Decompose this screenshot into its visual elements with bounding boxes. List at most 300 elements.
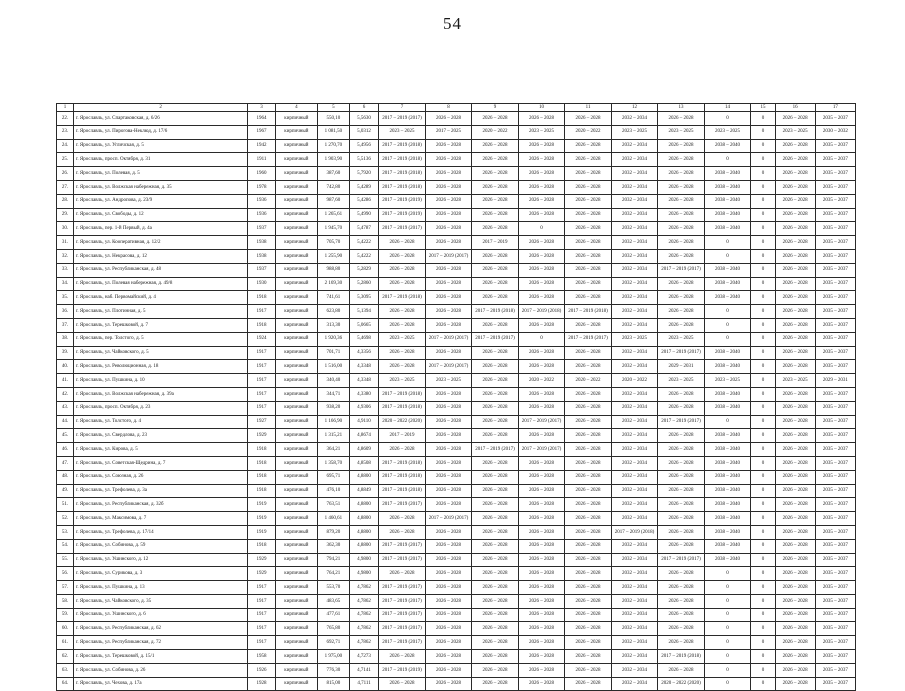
table-cell: 0 [751,608,775,622]
table-cell: 1917 [248,387,275,401]
table-cell: 0 [704,581,751,595]
table-cell: 2026 – 2028 [775,332,815,346]
table-cell: 2023 – 2025 [658,332,705,346]
table-cell: 0 [704,305,751,319]
table-cell: 2026 – 2028 [518,249,565,263]
table-row [57,415,856,429]
table-row [57,291,856,305]
table-cell: 2026 – 2028 [472,663,519,677]
column-number: 2 [73,104,247,112]
address-cell: г. Ярославль, ул. Чехова, д. 17а [73,677,247,691]
table-cell: 5,0665 [349,318,379,332]
address-cell: г. Ярославль, просп. Октября, д. 31 [73,153,247,167]
table-cell: 33. [57,263,74,277]
table-cell: кирпичный [275,622,317,636]
table-cell: 2035 – 2037 [815,429,855,443]
table-cell: 2029 – 2031 [658,360,705,374]
table-cell: кирпичный [275,277,317,291]
table-cell: 2026 – 2028 [658,222,705,236]
table-cell: 4,3348 [349,360,379,374]
table-cell: 2017 – 2019 (2017) [379,498,426,512]
table-cell: 2026 – 2028 [472,167,519,181]
table-cell: кирпичный [275,208,317,222]
table-cell: 0 [751,346,775,360]
table-cell: 2017 – 2019 (2017) [658,263,705,277]
table-cell: 2035 – 2037 [815,277,855,291]
address-cell: г. Ярославль, ул. Чайковского, д. 35 [73,594,247,608]
address-cell: г. Ярославль, ул. Союзная, д. 26 [73,470,247,484]
table-cell: 2017 – 2019 (2017) [379,608,426,622]
table-cell: 2032 – 2034 [611,167,658,181]
table-cell: 2035 – 2037 [815,677,855,691]
table-cell: 701,71 [318,346,350,360]
table-row [57,470,856,484]
table-cell: 2026 – 2028 [518,636,565,650]
table-cell: 2026 – 2028 [518,512,565,526]
table-cell: 2026 – 2028 [565,277,612,291]
table-cell: 2026 – 2028 [518,484,565,498]
table-row [57,525,856,539]
table-cell: 2038 – 2040 [704,429,751,443]
table-cell: 2035 – 2037 [815,194,855,208]
table-cell: 2026 – 2028 [658,318,705,332]
table-cell: 2035 – 2037 [815,263,855,277]
address-cell: г. Ярославль, ул. Чайковского, д. 5 [73,346,247,360]
table-cell: кирпичный [275,194,317,208]
column-number: 7 [379,104,426,112]
table-cell: 1938 [248,249,275,263]
table-cell: 2026 – 2028 [472,318,519,332]
table-cell: 2026 – 2028 [775,153,815,167]
table-cell: 0 [704,415,751,429]
table-cell: 5,1394 [349,305,379,319]
table-cell: 2026 – 2028 [425,622,472,636]
table-cell: 54. [57,539,74,553]
table-row [57,125,856,139]
table-cell: 1917 [248,346,275,360]
table-cell: 2026 – 2028 [425,663,472,677]
table-cell: 2026 – 2028 [775,567,815,581]
table-cell: 60. [57,622,74,636]
table-cell: 2017 – 2019 (2017) [658,415,705,429]
table-cell: 0 [751,581,775,595]
table-cell: 2026 – 2028 [658,387,705,401]
table-cell: 44. [57,415,74,429]
table-cell: 2026 – 2028 [775,429,815,443]
table-cell: 2032 – 2034 [611,443,658,457]
table-cell: 2026 – 2028 [565,484,612,498]
column-number-row [57,104,856,112]
table-cell: 2032 – 2034 [611,180,658,194]
table-cell: 2026 – 2028 [565,539,612,553]
table-cell: 2026 – 2028 [775,512,815,526]
table-cell: кирпичный [275,332,317,346]
table-cell: 2038 – 2040 [704,484,751,498]
table-row [57,112,856,126]
table-cell: 1 920,36 [318,332,350,346]
table-cell: 2026 – 2028 [425,305,472,319]
table-cell: 2026 – 2028 [425,567,472,581]
address-cell: г. Ярославль, ул. Собинова, д. 59 [73,539,247,553]
table-cell: 2026 – 2028 [565,581,612,595]
table-cell: 4,7862 [349,581,379,595]
table-cell: кирпичный [275,167,317,181]
table-cell: 2026 – 2028 [775,581,815,595]
table-cell: 2020 – 2022 [518,374,565,388]
table-cell: 55. [57,553,74,567]
table-cell: 2026 – 2028 [658,581,705,595]
table-cell: кирпичный [275,125,317,139]
table-cell: 1960 [248,167,275,181]
table-cell: 2032 – 2034 [611,498,658,512]
table-cell: 35. [57,291,74,305]
table-cell: 0 [751,553,775,567]
address-cell: г. Ярославль, просп. Октября, д. 23 [73,401,247,415]
table-cell: 2026 – 2028 [472,360,519,374]
table-cell: 2026 – 2028 [472,249,519,263]
table-cell: 2026 – 2028 [472,277,519,291]
table-cell: 2026 – 2028 [565,346,612,360]
address-cell: г. Ярославль, ул. Пушкина, д. 10 [73,374,247,388]
table-cell: 0 [751,249,775,263]
table-cell: 2038 – 2040 [704,525,751,539]
table-cell: 52. [57,512,74,526]
table-cell: 2026 – 2028 [379,443,426,457]
table-cell: 2017 – 2019 (2018) [379,139,426,153]
table-cell: 4,3348 [349,374,379,388]
table-cell: 2023 – 2025 [775,125,815,139]
table-cell: 2035 – 2037 [815,139,855,153]
table-cell: 2026 – 2028 [379,346,426,360]
table-cell: 2026 – 2028 [472,415,519,429]
table-cell: 0 [751,401,775,415]
table-row [57,622,856,636]
table-cell: кирпичный [275,374,317,388]
table-cell: 2026 – 2028 [658,594,705,608]
table-cell: 0 [751,125,775,139]
table-cell: кирпичный [275,663,317,677]
capital-repair-table [56,103,856,691]
table-cell: кирпичный [275,180,317,194]
table-cell: 0 [751,650,775,664]
address-cell: г. Ярославль, ул. Угличская, д. 5 [73,139,247,153]
table-cell: 2035 – 2037 [815,415,855,429]
table-cell: 879,20 [318,525,350,539]
table-cell: 1929 [248,567,275,581]
table-cell: 1 081,50 [318,125,350,139]
table-cell: 2026 – 2028 [658,636,705,650]
table-cell: 763,51 [318,498,350,512]
table-cell: 2026 – 2028 [775,346,815,360]
table-cell: 0 [751,277,775,291]
table-cell: кирпичный [275,222,317,236]
table-cell: 2026 – 2028 [472,401,519,415]
table-row [57,663,856,677]
table-cell: 2026 – 2028 [775,594,815,608]
table-cell: 5,2860 [349,277,379,291]
table-cell: 2026 – 2028 [379,249,426,263]
address-cell: г. Ярославль, ул. Кооперативная, д. 12/2 [73,236,247,250]
table-cell: 0 [751,360,775,374]
table-cell: 2017 – 2019 (2017) [425,332,472,346]
table-cell: 2035 – 2037 [815,401,855,415]
table-cell: 0 [704,677,751,691]
table-cell: 2026 – 2028 [425,650,472,664]
table-cell: 2 169,30 [318,277,350,291]
table-cell: 2017 – 2019 (2017) [658,553,705,567]
table-cell: 5,0312 [349,125,379,139]
table-cell: 4,7862 [349,622,379,636]
table-cell: 2026 – 2028 [472,608,519,622]
table-cell: 2032 – 2034 [611,512,658,526]
table-cell: 0 [751,194,775,208]
table-cell: 2023 – 2025 [704,374,751,388]
table-cell: 2017 – 2019 (2018) [518,305,565,319]
table-cell: 2026 – 2028 [425,236,472,250]
table-cell: 2026 – 2028 [775,525,815,539]
table-cell: 2026 – 2028 [472,387,519,401]
table-cell: 2026 – 2028 [565,263,612,277]
address-cell: г. Ярославль, ул. Полевая, д. 5 [73,167,247,181]
table-cell: 2038 – 2040 [704,263,751,277]
table-cell: 40. [57,360,74,374]
table-cell: 2026 – 2028 [658,498,705,512]
table-cell: 2035 – 2037 [815,484,855,498]
table-cell: 2038 – 2040 [704,470,751,484]
table-cell: 2026 – 2028 [425,401,472,415]
table-cell: 0 [751,663,775,677]
table-row [57,429,856,443]
table-cell: 2026 – 2028 [518,663,565,677]
table-cell: 1917 [248,594,275,608]
table-cell: 1937 [248,263,275,277]
table-cell: 2026 – 2028 [472,208,519,222]
table-cell: 4,7273 [349,650,379,664]
table-cell: 2032 – 2034 [611,539,658,553]
table-cell: 2026 – 2028 [379,318,426,332]
table-cell: 1919 [248,525,275,539]
column-number: 9 [472,104,519,112]
address-cell: г. Ярославль, ул. Пирогова-Неклюд, д. 17/6 [73,125,247,139]
table-cell: 1919 [248,512,275,526]
table-cell: 2026 – 2028 [565,650,612,664]
table-cell: 2026 – 2028 [379,360,426,374]
table-cell: 2026 – 2028 [472,180,519,194]
table-cell: 2026 – 2028 [775,194,815,208]
table-cell: 2032 – 2034 [611,567,658,581]
table-cell: 2035 – 2037 [815,608,855,622]
table-cell: 2026 – 2028 [379,277,426,291]
table-row [57,567,856,581]
table-cell: 2017 – 2019 (2017) [379,539,426,553]
table-cell: 2026 – 2028 [775,401,815,415]
table-cell: 2026 – 2028 [425,608,472,622]
table-cell: 2017 – 2019 (2018) [472,305,519,319]
table-cell: 53. [57,525,74,539]
table-cell: 1938 [248,236,275,250]
table-cell: 0 [518,222,565,236]
table-cell: 0 [751,139,775,153]
table-cell: кирпичный [275,553,317,567]
table-row [57,594,856,608]
address-cell: г. Ярославль, ул. Трефолева, д. 3а [73,484,247,498]
table-cell: 2026 – 2028 [472,636,519,650]
address-cell: г. Ярославль, пер. Толстого, д. 5 [73,332,247,346]
table-cell: 2035 – 2037 [815,167,855,181]
table-cell: 1917 [248,608,275,622]
address-cell: г. Ярославль, ул. Андропова, д. 23/9 [73,194,247,208]
table-cell: 2026 – 2028 [775,456,815,470]
column-number: 10 [518,104,565,112]
table-cell: 47. [57,456,74,470]
table-cell: 2026 – 2028 [775,305,815,319]
table-cell: 2026 – 2028 [425,429,472,443]
table-cell: 1 265,61 [318,208,350,222]
table-cell: кирпичный [275,539,317,553]
table-cell: 364,21 [318,443,350,457]
table-row [57,581,856,595]
table-cell: 1 516,00 [318,360,350,374]
address-cell: г. Ярославль, ул. Терешковой, д. 15/1 [73,650,247,664]
table-cell: 2026 – 2028 [425,180,472,194]
table-cell: 2023 – 2025 [518,125,565,139]
table-cell: 2026 – 2028 [565,415,612,429]
table-cell: 623,80 [318,305,350,319]
table-cell: 2038 – 2040 [704,346,751,360]
table-cell: 2026 – 2028 [472,567,519,581]
table-cell: 2026 – 2028 [658,525,705,539]
column-number: 17 [815,104,855,112]
table-cell: 2023 – 2025 [379,374,426,388]
table-cell: 58. [57,594,74,608]
table-cell: 2026 – 2028 [472,525,519,539]
column-number: 11 [565,104,612,112]
table-cell: 4,7862 [349,636,379,650]
table-cell: 2017 – 2019 (2017) [565,332,612,346]
table-cell: кирпичный [275,525,317,539]
table-cell: 2026 – 2028 [518,470,565,484]
table-cell: 2017 – 2019 (2018) [611,525,658,539]
table-cell: 2026 – 2028 [425,443,472,457]
table-cell: 2026 – 2028 [775,277,815,291]
table-cell: 2026 – 2028 [379,263,426,277]
table-cell: 2035 – 2037 [815,112,855,126]
table-cell: 988,80 [318,263,350,277]
table-cell: 0 [751,429,775,443]
table-cell: 2026 – 2028 [565,194,612,208]
table-cell: 2032 – 2034 [611,263,658,277]
table-cell: 2035 – 2037 [815,553,855,567]
table-cell: кирпичный [275,346,317,360]
table-cell: 48. [57,470,74,484]
table-cell: 2026 – 2028 [658,305,705,319]
address-cell: г. Ярославль, ул. Спартаковская, д. 6/26 [73,112,247,126]
table-cell: 24. [57,139,74,153]
table-row [57,401,856,415]
table-cell: 2026 – 2028 [379,677,426,691]
table-cell: 2026 – 2028 [775,622,815,636]
table-cell: 2026 – 2028 [658,112,705,126]
table-cell: 2026 – 2028 [472,263,519,277]
table-cell: 2017 – 2019 (2017) [518,415,565,429]
table-cell: 2032 – 2034 [611,636,658,650]
table-cell: 2032 – 2034 [611,484,658,498]
table-cell: 2035 – 2037 [815,249,855,263]
table-cell: 794,21 [318,553,350,567]
column-number: 15 [751,104,775,112]
table-cell: 2026 – 2028 [565,622,612,636]
table-cell: 2026 – 2028 [658,277,705,291]
table-cell: 2035 – 2037 [815,581,855,595]
table-cell: 764,21 [318,567,350,581]
address-cell: г. Ярославль, ул. Свердлова, д. 23 [73,429,247,443]
table-cell: 2026 – 2028 [425,277,472,291]
table-cell: 2038 – 2040 [704,360,751,374]
table-cell: 5,4222 [349,236,379,250]
table-cell: 2017 – 2019 (2017) [379,581,426,595]
table-cell: 4,8800 [349,498,379,512]
table-cell: кирпичный [275,415,317,429]
table-cell: 2026 – 2028 [658,567,705,581]
table-cell: 0 [751,153,775,167]
column-number: 16 [775,104,815,112]
table-cell: 2017 – 2019 [379,429,426,443]
table-cell: 2026 – 2028 [425,539,472,553]
table-cell: 2026 – 2028 [425,484,472,498]
table-cell: 2026 – 2028 [472,470,519,484]
address-cell: г. Ярославль, наб. Первомайский, д. 4 [73,291,247,305]
table-cell: 2026 – 2028 [565,512,612,526]
table-cell: 477,61 [318,608,350,622]
table-cell: 2032 – 2034 [611,249,658,263]
table-cell: 2026 – 2028 [775,167,815,181]
table-cell: 2026 – 2028 [472,374,519,388]
table-cell: 2020 – 2022 [611,374,658,388]
table-cell: 2026 – 2028 [518,360,565,374]
table-cell: 2026 – 2028 [518,581,565,595]
table-cell: 2026 – 2028 [565,112,612,126]
table-cell: 695,71 [318,470,350,484]
table-cell: 5,2829 [349,263,379,277]
table-cell: 2017 – 2019 (2018) [379,470,426,484]
table-cell: 2026 – 2028 [775,360,815,374]
table-cell: 2026 – 2028 [565,456,612,470]
table-cell: 2026 – 2028 [518,194,565,208]
table-cell: 2026 – 2028 [425,636,472,650]
table-cell: 2032 – 2034 [611,608,658,622]
table-cell: 0 [704,249,751,263]
table-cell: 2038 – 2040 [704,498,751,512]
table-cell: 1918 [248,291,275,305]
table-cell: 2032 – 2034 [611,553,658,567]
table-cell: 5,5136 [349,153,379,167]
address-cell: г. Ярославль, ул. Трефолева, д. 17/14 [73,525,247,539]
table-cell: 0 [704,636,751,650]
table-cell: кирпичный [275,318,317,332]
table-cell: 2038 – 2040 [704,553,751,567]
table-cell: 0 [704,622,751,636]
table-cell: 0 [751,443,775,457]
table-cell: 32. [57,249,74,263]
table-cell: 340,40 [318,374,350,388]
table-cell: 741,61 [318,291,350,305]
table-cell: 2035 – 2037 [815,443,855,457]
table-cell: 1917 [248,360,275,374]
table-cell: 2026 – 2028 [565,249,612,263]
table-cell: 2026 – 2028 [518,622,565,636]
table-cell: 2026 – 2028 [658,401,705,415]
table-cell: 2032 – 2034 [611,346,658,360]
